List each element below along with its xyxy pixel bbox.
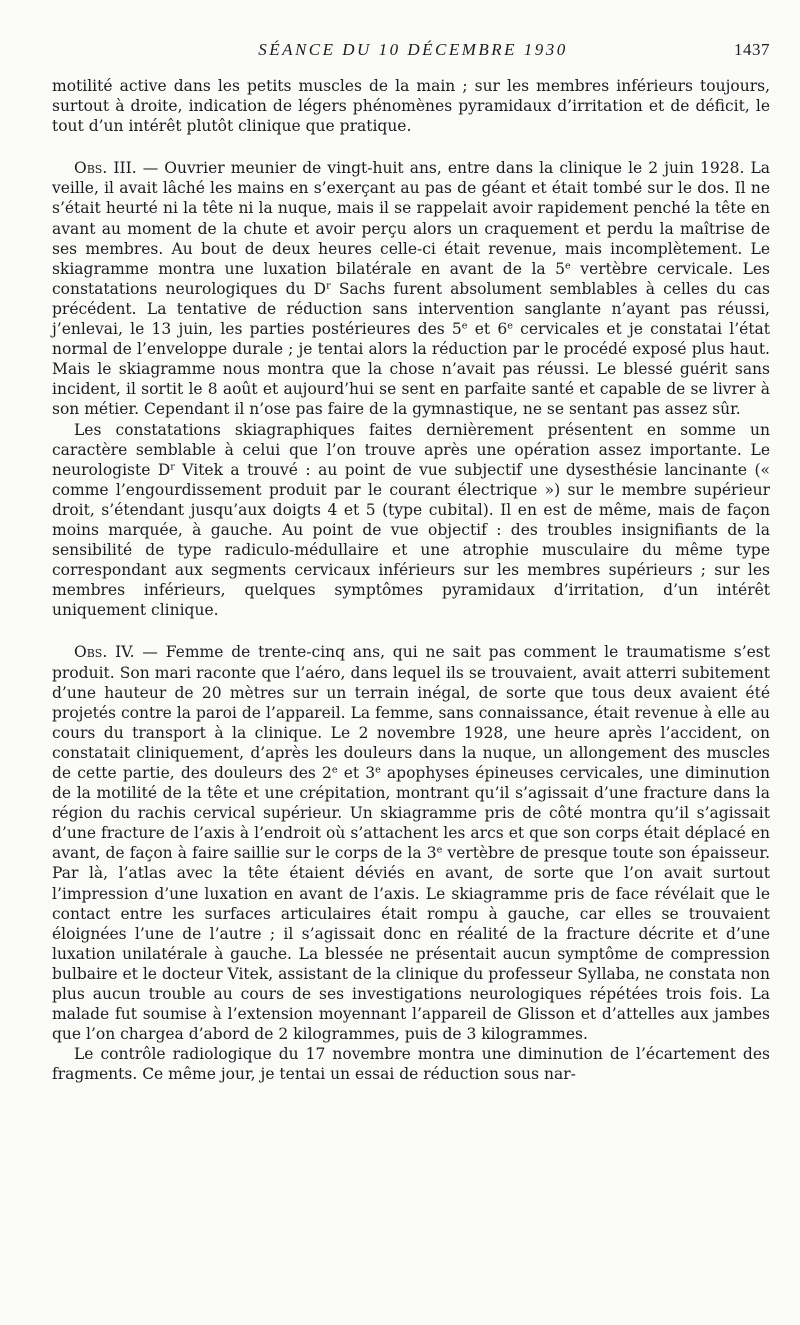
observation-label: Obs. III. <box>74 159 137 178</box>
paragraph-obs-iv <box>52 642 770 1044</box>
running-title: SÉANCE DU 10 DÉCEMBRE 1930 <box>258 40 568 59</box>
running-header <box>52 40 770 76</box>
paragraph-text: Les constatations skiagraphiques faites dernièrement présentent en somme un caractère semblable à celui que l’on trouve après une opération assez importante. Le neurologiste $D^r$ Vitek a trouvé : au point de vue subjectif une dysesthésie lancinante (« comme l’engourdissement produit par le courant électrique ») sur le membre supérieur droit, s’étendant jusqu’aux doigts 4 et 5 (type cubital). Il en est de même, mais de façon moins marquée, à gauche. Au point de vue objectif : des troubles insignifiants de la sensibilité de type radiculo-médullaire et une atrophie musculaire du même type correspondant aux segments cervicaux inférieurs sur les membres supérieurs ; sur les membres inférieurs, quelques symptômes pyramidaux d’irritation, d’un intérêt uniquement clinique. <box>52 420 770 620</box>
section-gap <box>52 136 770 158</box>
document-page <box>52 40 770 1085</box>
body-text <box>52 76 770 1085</box>
paragraph-text: — Femme de trente-cinq ans, qui ne sait pas comment le traumatisme s’est produit. Son mari raconte que l’aéro, dans lequel ils se trouvaient, avait atterri subitement d’une hauteur de 20 mètres sur un terrain inégal, de sorte que tous deux avaient été projetés contre la paroi de l’appareil. La femme, sans connaissance, était revenue à elle au cours du transport à la clinique. Le 2 novembre 1928, une heure après l’accident, on constatait cliniquement, d’après les douleurs dans la nuque, un allongement des muscles de cette partie, des douleurs des 2e et 3e apophyses épineuses cervicales, une diminution de la motilité de la tête et une crépitation, montrant qu’il s’agissait d’une fracture dans la région du rachis cervical supérieur. Un skiagramme pris de côté montra qu’il s’agissait d’une fracture de l’axis à l’endroit où s’attachent les arcs et que son corps était déplacé en avant, de façon à faire saillie sur le corps de la 3e vertèbre de presque toute son épaisseur. Par là, l’atlas avec la tête étaient déviés en avant, de sorte que l’on avait surtout l’impression d’une luxation en avant de l’axis. Le skiagramme pris de face révélait que le contact entre les surfaces articulaires était rompu à gauche, car elles se trouvaient éloignées l’une de l’autre ; il s’agissait donc en réalité de la fracture décrite et d’une luxation unilatérale à gauche. La blessée ne présentait aucun symptôme de compression bulbaire et le docteur Vitek, assistant de la clinique du professeur Syllaba, ne constata non plus aucun trouble au cours de ses investigations neurologiques répétées trois fois. La malade fut soumise à l’extension moyennant l’appareil de Glisson et d’attelles aux jambes que l’on chargea d’abord de 2 kilogrammes, puis de 3 kilogrammes. <box>52 643 770 1044</box>
paragraph-obs-iii <box>52 158 770 419</box>
paragraph-radiology <box>52 1044 770 1084</box>
section-gap <box>52 620 770 642</box>
observation-label: Obs. IV. <box>74 643 135 662</box>
paragraph-continuation <box>52 76 770 136</box>
paragraph-text: Le contrôle radiologique du 17 novembre montra une diminution de l’écartement des fragments. Ce même jour, je tentai un essai de réduction sous nar- <box>52 1045 770 1084</box>
paragraph-text: — Ouvrier meunier de vingt-huit ans, entre dans la clinique le 2 juin 1928. La veille, il avait lâché les mains en s’exerçant au pas de géant et était tombé sur le dos. Il ne s’était heurté ni la tête ni la nuque, mais il se rappelait avoir rapidement penché la tête en avant au moment de la chute et avoir perçu alors un craquement et perdu la maîtrise de ses membres. Au bout de deux heures celle-ci était revenue, mais incomplètement. Le skiagramme montra une luxation bilatérale en avant de la 5e vertèbre cervicale. Les constatations neurologiques du $D^r$ Sachs furent absolument semblables à celles du cas précédent. La tentative de réduction sans intervention sanglante n’ayant pas réussi, j’enlevai, le 13 juin, les parties postérieures des 5e et 6e cervicales et je constatai l’état normal de l’enveloppe durale ; je tentai alors la réduction par le procédé exposé plus haut. Mais le skiagramme nous montra que la chose n’avait pas réussi. Le blessé guérit sans incident, il sortit le 8 août et aujourd’hui se sent en parfaite santé et capable de se livrer à son métier. Cependant il n’ose pas faire de la gymnastique, ne se sentant pas assez sûr. <box>52 159 771 419</box>
page-number: 1437 <box>734 40 770 59</box>
paragraph-text: motilité active dans les petits muscles de la main ; sur les membres inférieurs toujours, surtout à droite, indication de légers phénomènes pyramidaux d’irritation et de déficit, le tout d’un intérêt plutôt clinique que pratique. <box>52 77 770 136</box>
paragraph-findings <box>52 420 770 621</box>
